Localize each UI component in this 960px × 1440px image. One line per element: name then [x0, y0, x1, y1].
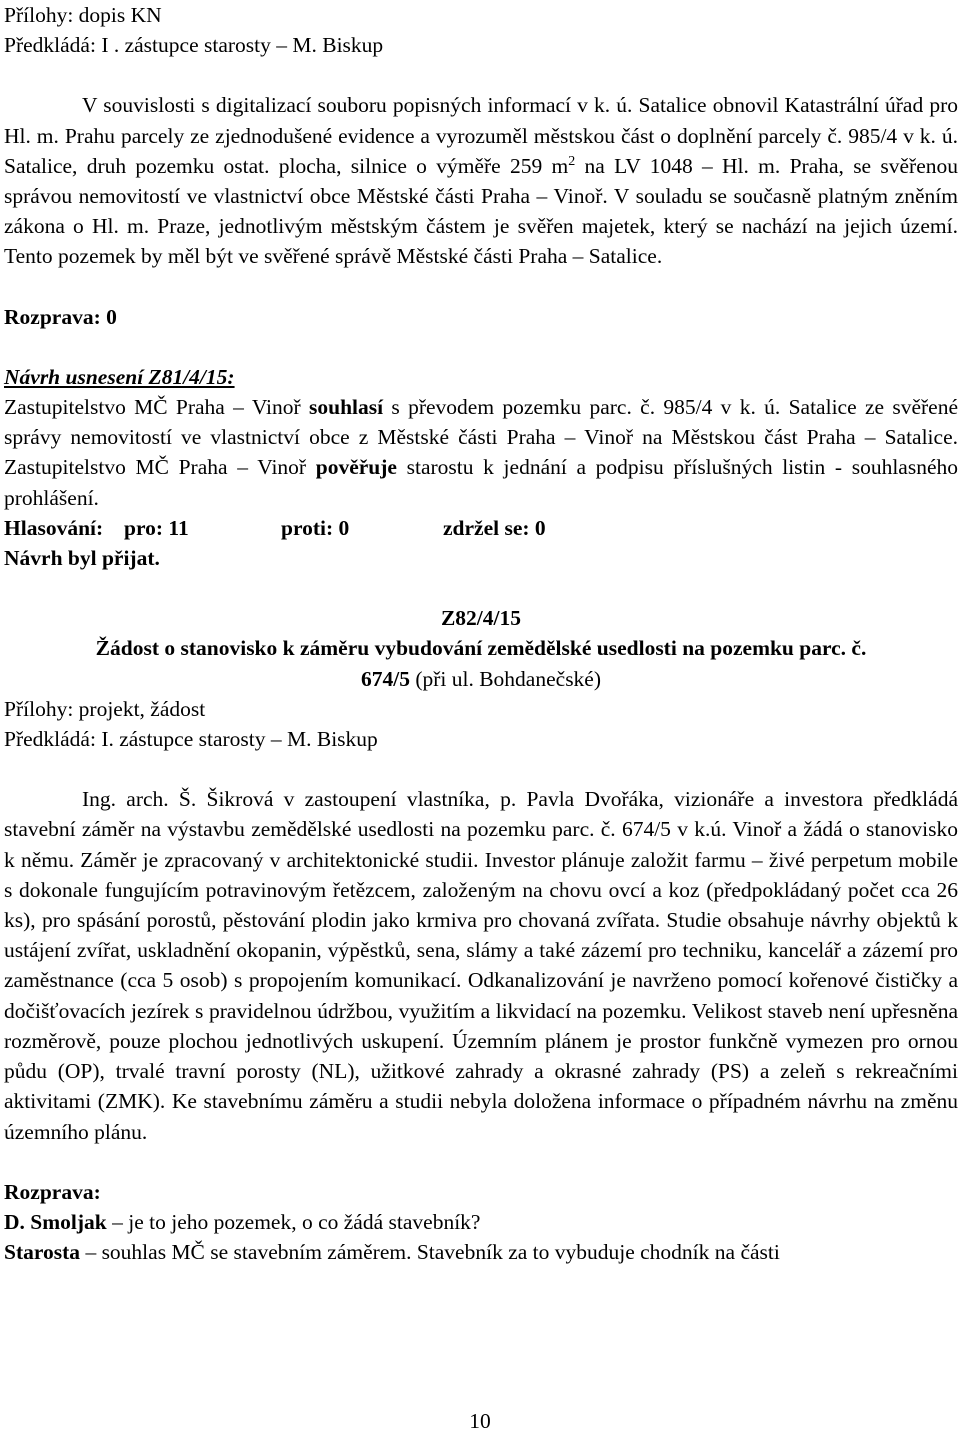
document-page	[4, 0, 958, 1267]
page-number: 10	[469, 1409, 491, 1433]
attachments-line: Přílohy: dopis KN	[4, 3, 162, 27]
resolution-text: Zastupitelstvo MČ Praha – Vinoř souhlasí s převodem pozemku parc. č. 985/4 v k. ú. Satalice ze svěřené správy nemovitostí ve vlastnictví obce z Městské části Praha – Vinoř na Městskou část Praha – Satalice. Zastupitelstvo MČ Praha – Vinoř pověřuje starostu k jednání a podpisu příslušných listin - souhlasného prohlášení.	[4, 395, 958, 510]
debate-entry: Starosta – souhlas MČ se stavebním záměrem. Stavebník za to vybuduje chodník na části	[4, 1240, 780, 1265]
presenter-line: Předkládá: I . zástupce starosty – M. Biskup	[4, 33, 384, 58]
result-line: Návrh byl přijat.	[4, 546, 160, 571]
item2-presenter: Předkládá: I. zástupce starosty – M. Biskup	[4, 727, 378, 752]
item2-title: Žádost o stanovisko k záměru vybudování zemědělské usedlosti na pozemku parc. č.	[95, 636, 867, 661]
debate-entry: D. Smoljak – je to jeho pozemek, o co žádá stavebník?	[4, 1209, 481, 1234]
item1-paragraph: V souvislosti s digitalizací souboru popisných informací v k. ú. Satalice obnovil Katastrální úřad pro Hl. m. Prahu parcely ze zjednodušené evidence a vyrozuměl městskou část o doplnění parcely č. 985/4 v k. ú. Satalice, druh pozemku ostat. plocha, silnice o výměře 259 $m^2$ na LV 1048 – Hl. m. Praha, se svěřenou správou nemovitostí ve vlastnictví obce Městské části Praha – Vinoř. V souladu se současně platným zněním zákona o Hl. m. Praze, jednotlivým městským částem je svěřen majetek, který se nachází na jejich území. Tento pozemek by měl být ve svěřené správě Městské části Praha – Satalice.	[4, 93, 958, 269]
item2-debate-heading: Rozprava:	[4, 1179, 101, 1204]
resolution-title: Návrh usnesení Z81/4/15:	[4, 364, 235, 389]
item2-title-cont: 674/5 (při ul. Bohdanečské)	[360, 666, 602, 691]
vote-line: Hlasování: pro: 11 proti: 0 zdržel se: 0	[4, 515, 546, 540]
item2-attachments: Přílohy: projekt, žádost	[4, 696, 206, 721]
debate-heading: Rozprava: 0	[4, 304, 117, 329]
item2-paragraph: Ing. arch. Š. Šikrová v zastoupení vlastníka, p. Pavla Dvořáka, vizionáře a investora předkládá stavební záměr na výstavbu zemědělské usedlosti na pozemku parc. č. 674/5 v k.ú. Vinoř a žádá o stanovisko k němu. Záměr je zpracovaný v architektonické studii. Investor plánuje založit farmu – živé perpetum mobile s dokonale fungujícím potravinovým řetězcem, založeným na chovu ovcí a koz (předpokládaný počet cca 26 ks), pro spásání porostů, pěstování plodin jako krmiva pro chovaná zvířata. Studie obsahuje návrhy objektů k ustájení zvířat, uskladnění okopanin, výpěstků, sena, slámy a také zázemí pro techniku, kancelář a zázemí pro zaměstnance (cca 5 osob) s propojením komunikací. Odkanalizování je navrženo pomocí kořenové čističky a dočišťovacích jezírek s pravidelnou údržbou, využitím a likvidací na pozemku. Velikost staveb není upřesněna rozměrově, pouze plochou jednotlivých uskupení. Územním plánem je prostor funkčně vymezen pro ornou půdu (OP), trvalé travní porosty (NL), užitkové zahrady a okrasné zahrady (PS) a zeleň s rekreačními aktivitami (ZMK). Ke stavebnímu záměru a studii nebyla doložena informace o případném návrhu na změnu územního plánu.	[4, 787, 958, 1144]
item2-number: Z82/4/15	[440, 606, 522, 631]
